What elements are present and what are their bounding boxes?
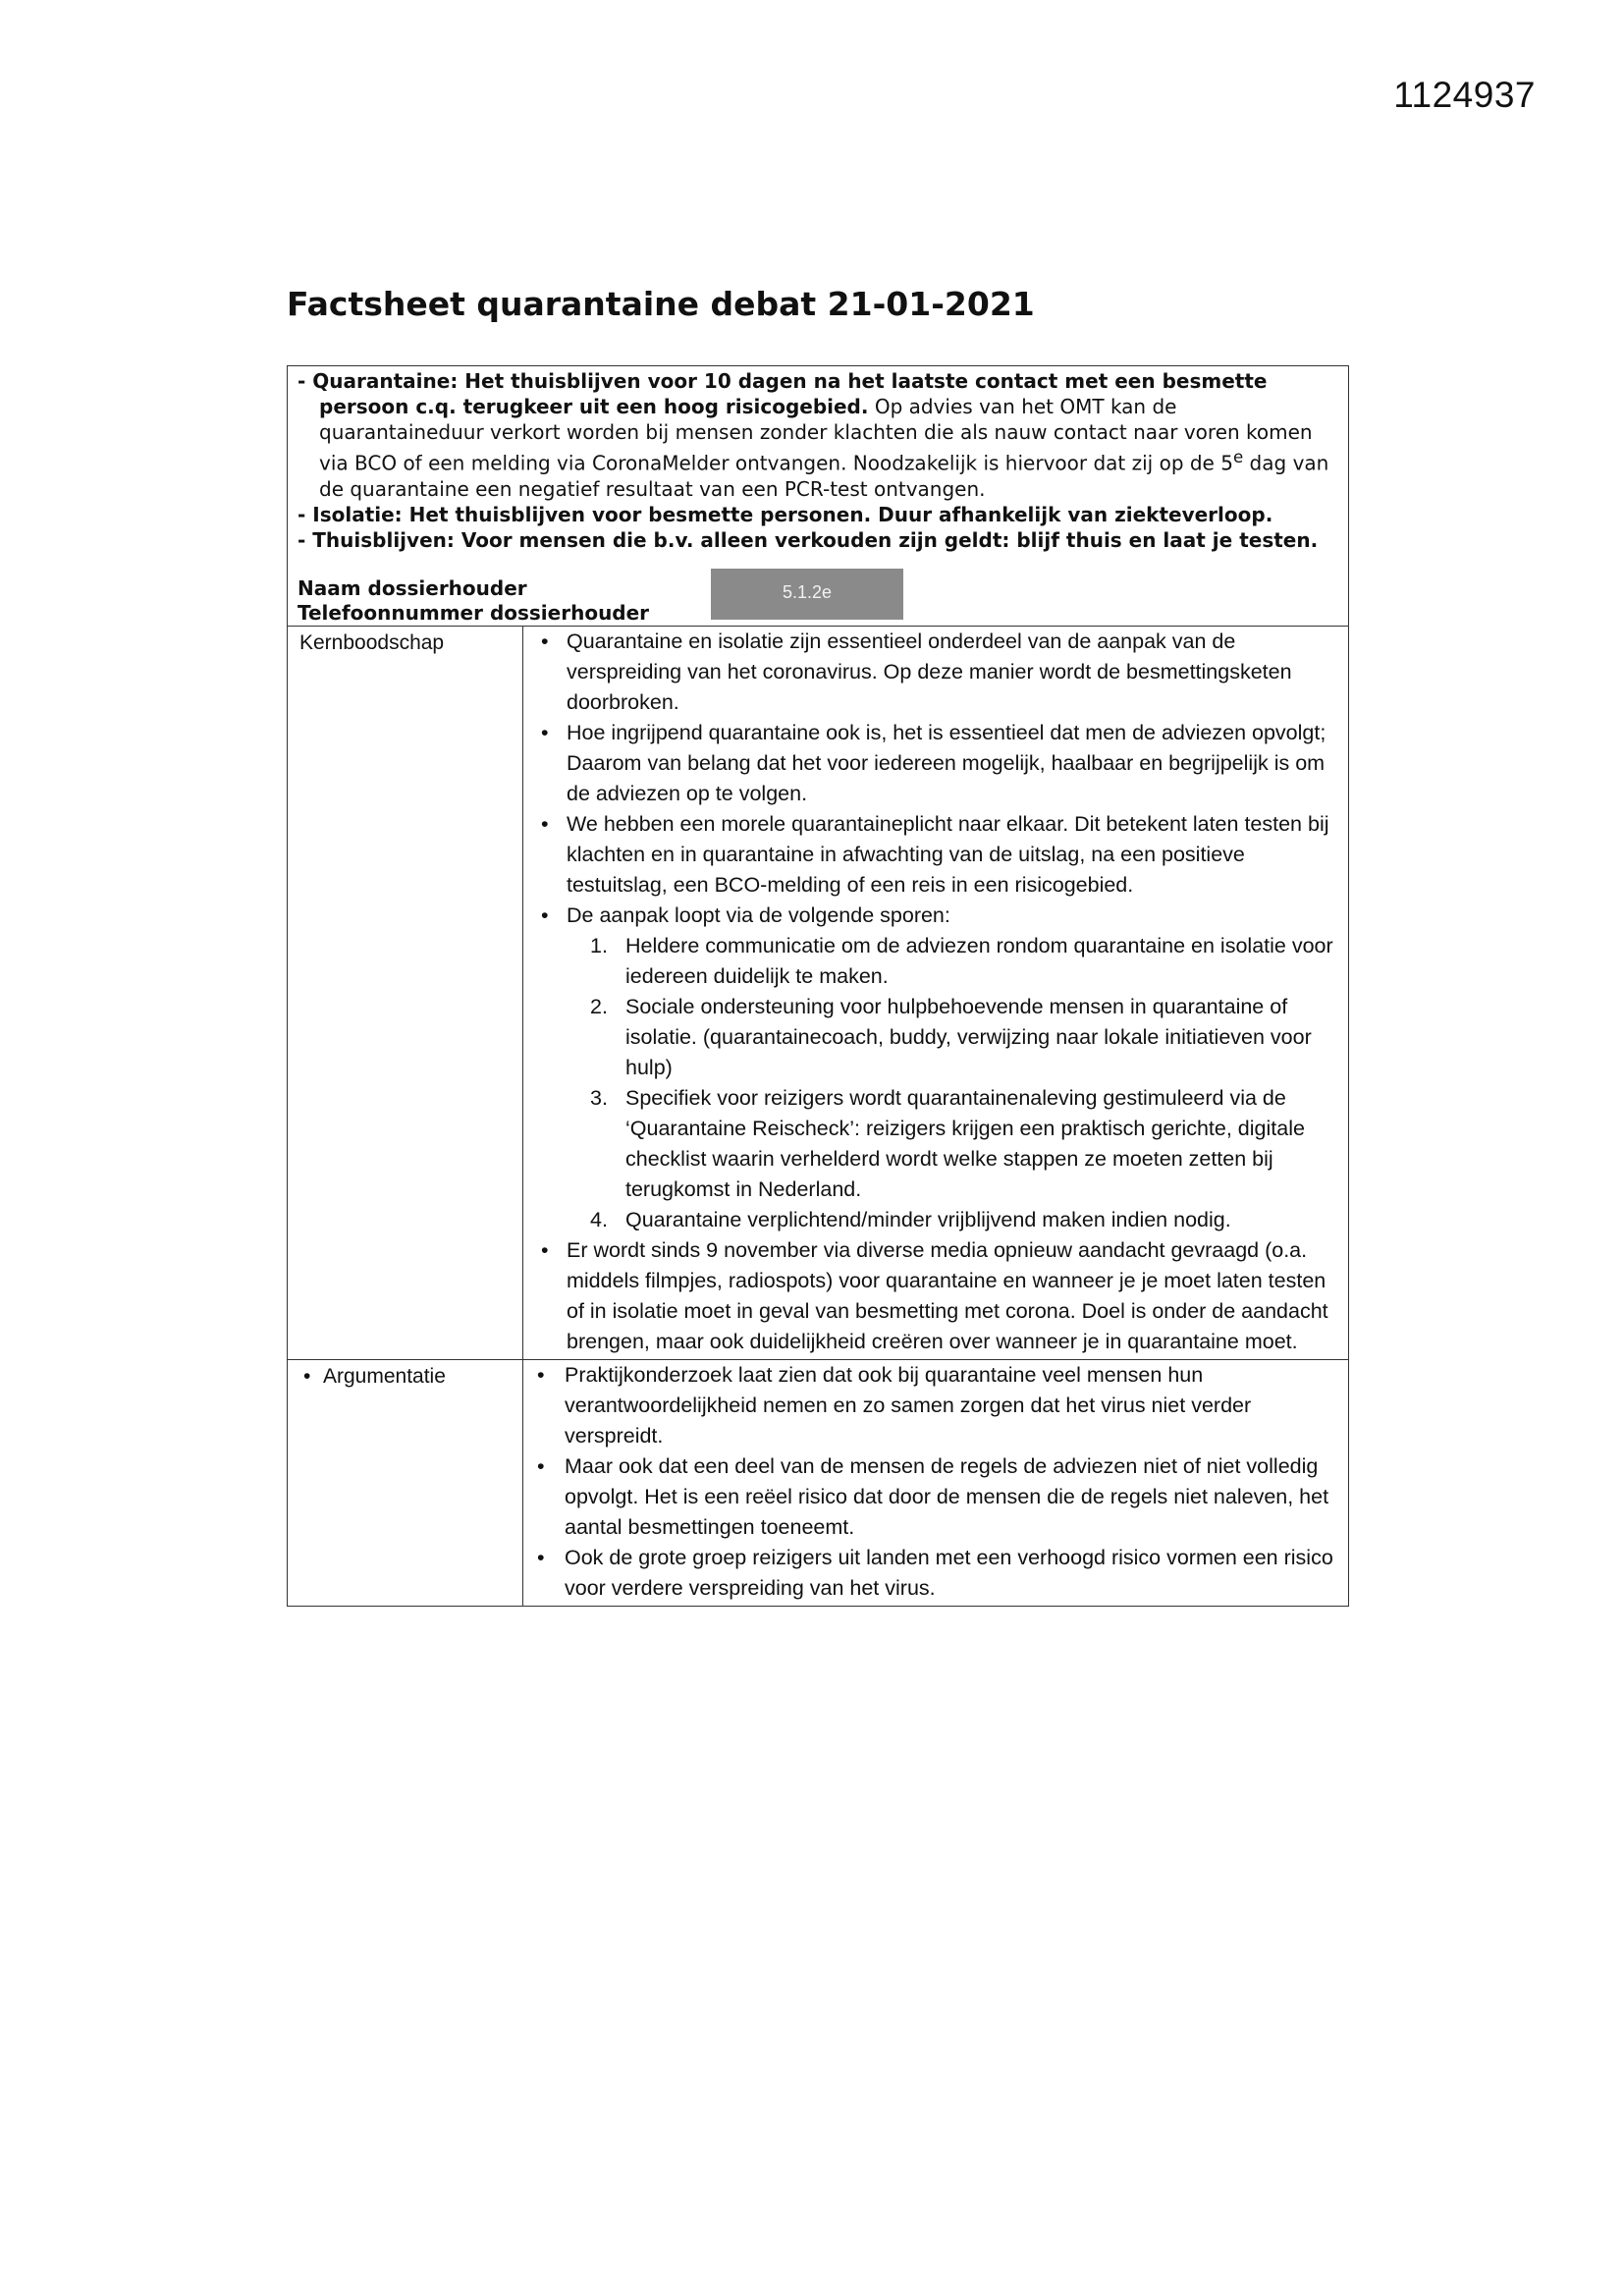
sporen-list: [567, 931, 1338, 1235]
intro-cell: [288, 366, 1349, 627]
quarantaine-text-b: dag van de quarantaine een negatief resultaat van een PCR-test ontvangen.: [319, 451, 1329, 501]
quarantaine-lead: - Quarantaine: Het thuisblijven voor 10 dagen na het laatste contact met een besmette persoon c.q. terugkeer uit een hoog risicogebied.: [298, 369, 1268, 418]
spoor-text: Specifiek voor reizigers wordt quarantainenaleving gestimuleerd via de ‘Quarantaine Reischeck’: reizigers krijgen een praktisch gerichte, digitale checklist waarin verhelderd wordt welke stappen ze moeten zetten bij terugkomst in Nederland.: [625, 1085, 1305, 1201]
redaction-box: 5.1.2e: [711, 569, 903, 620]
spoor-item: [567, 992, 1338, 1083]
argumentatie-label: • Argumentatie: [299, 1362, 511, 1392]
quarantaine-text-a: Op advies van het OMT kan de quarantaineduur verkort worden bij mensen zonder klachten die als nauw contact naar voren komen via BCO of een melding via CoronaMelder ontvangen. Noodzakelijk is hiervoor dat zij op de 5: [319, 395, 1313, 475]
naam-dossierhouder-label: Naam dossierhouder: [298, 575, 527, 600]
list-item: [533, 901, 1338, 1235]
document-number: 1124937: [1393, 75, 1536, 115]
list-item: • Praktijkonderzoek laat zien dat ook bij quarantaine veel mensen hun verantwoordelijkheid nemen en zo samen zorgen dat het virus niet verder verspreidt.: [533, 1360, 1338, 1451]
isolatie-lead: - Isolatie: Het thuisblijven voor besmette personen. Duur afhankelijk van ziekteverloop.: [298, 502, 1273, 526]
list-item: • Maar ook dat een deel van de mensen de regels de adviezen niet of niet volledig opvolgt. Het is een reëel risico dat door de mensen die de regels niet naleven, het aantal besmettingen toeneemt.: [533, 1451, 1338, 1543]
spoor-item: [567, 1083, 1338, 1205]
spoor-text: Sociale ondersteuning voor hulpbehoevende mensen in quarantaine of isolatie. (quarantainecoach, buddy, verwijzing naar lokale initiatieven voor hulp): [625, 994, 1312, 1079]
spoor-number: 4.: [590, 1207, 608, 1231]
factsheet-table: [287, 365, 1349, 1607]
spoor-number: 3.: [590, 1085, 608, 1110]
kernboodschap-content: [523, 626, 1349, 1359]
isolatie-definition: [298, 502, 1338, 527]
list-item: • Er wordt sinds 9 november via diverse media opnieuw aandacht gevraagd (o.a. middels filmpjes, radiospots) voor quarantaine en wanneer je je moet laten testen of in isolatie moet in geval van besmetting met corona. Doel is onder de aandacht brengen, maar ook duidelijkheid creëren over wanneer je in quarantaine moet.: [533, 1235, 1338, 1357]
spoor-text: Heldere communicatie om de adviezen rondom quarantaine en isolatie voor iedereen duidelijk te maken.: [625, 933, 1333, 988]
kernboodschap-row: [288, 626, 1349, 1359]
quarantaine-definition: [298, 368, 1338, 502]
spoor-number: 1.: [590, 933, 608, 957]
thuisblijven-definition: [298, 527, 1338, 553]
list-item: • Quarantaine en isolatie zijn essentieel onderdeel van de aanpak van de verspreiding van het coronavirus. Op deze manier wordt de besmettingsketen doorbroken.: [533, 627, 1338, 718]
spoor-text: Quarantaine verplichtend/minder vrijblijvend maken indien nodig.: [625, 1207, 1231, 1231]
dossier-owner-block: [298, 576, 1338, 626]
quarantaine-sup: e: [1232, 448, 1244, 466]
thuisblijven-lead: - Thuisblijven: Voor mensen die b.v. alleen verkouden zijn geldt: blijf thuis en laat je testen.: [298, 527, 1319, 552]
argumentatie-content: [523, 1359, 1349, 1606]
list-item: • We hebben een morele quarantaineplicht naar elkaar. Dit betekent laten testen bij klachten en in quarantaine in afwachting van de uitslag, na een positieve testuitslag, een BCO-melding of een reis in een risicogebied.: [533, 809, 1338, 901]
telefoon-dossierhouder-label: Telefoonnummer dossierhouder: [298, 600, 650, 625]
argumentatie-row: [288, 1359, 1349, 1606]
list-item: • Ook de grote groep reizigers uit landen met een verhoogd risico vormen een risico voor verdere verspreiding van het virus.: [533, 1543, 1338, 1604]
sporen-intro: De aanpak loopt via de volgende sporen:: [567, 902, 950, 927]
kernboodschap-label: Kernboodschap: [288, 626, 523, 1359]
spoor-number: 2.: [590, 994, 608, 1018]
list-item: • Hoe ingrijpend quarantaine ook is, het is essentieel dat men de adviezen opvolgt; Daarom van belang dat het voor iedereen mogelijk, haalbaar en begrijpelijk is om de adviezen op te volgen.: [533, 718, 1338, 809]
page-title: Factsheet quarantaine debat 21-01-2021: [287, 285, 1035, 323]
spoor-item: [567, 931, 1338, 992]
spoor-item: [567, 1205, 1338, 1235]
argumentatie-label-cell: [288, 1359, 523, 1606]
intro-row: [288, 366, 1349, 627]
